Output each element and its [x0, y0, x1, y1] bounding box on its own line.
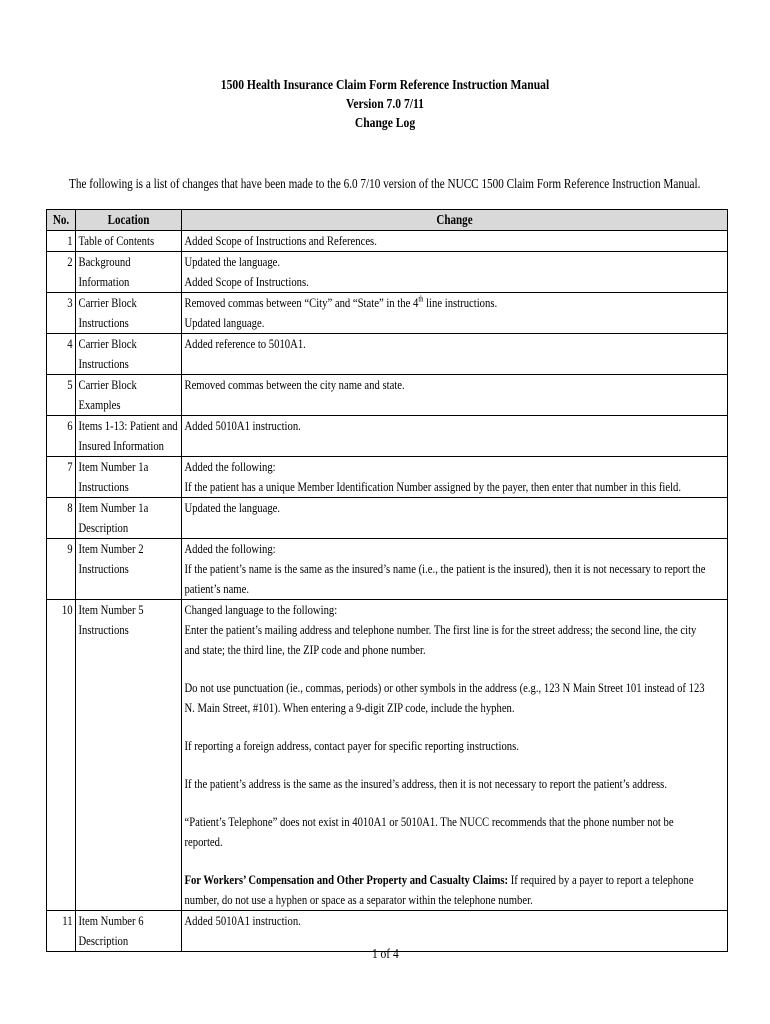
- title-line-3: Change Log: [354, 115, 416, 130]
- row-number: 10: [47, 600, 76, 911]
- row-location: Item Number 5 Instructions: [76, 600, 182, 911]
- row-number: 7: [47, 457, 76, 498]
- row-change: Updated the language.: [182, 498, 728, 539]
- change-log-table: [46, 209, 728, 952]
- row-location: Carrier Block Instructions: [76, 293, 182, 334]
- row-location: Carrier Block Instructions: [76, 334, 182, 375]
- row-location: Carrier Block Examples: [76, 375, 182, 416]
- header-no: No.: [47, 210, 76, 231]
- table-row: [47, 539, 728, 600]
- row-location: Table of Contents: [76, 231, 182, 252]
- row-location: Item Number 1a Instructions: [76, 457, 182, 498]
- table-row: [47, 416, 728, 457]
- table-row: [47, 293, 728, 334]
- title-line-1: 1500 Health Insurance Claim Form Reference Instruction Manual: [220, 77, 550, 92]
- row-number: 5: [47, 375, 76, 416]
- table-row: [47, 457, 728, 498]
- page-number: 1 of 4: [371, 947, 399, 962]
- table-row: [47, 334, 728, 375]
- row-number: 2: [47, 252, 76, 293]
- table-row: [47, 600, 728, 911]
- table-row: [47, 252, 728, 293]
- row-change: Added the following: If the patient has a unique Member Identification Number assigned by the payer, then enter that number in this field.: [182, 457, 728, 498]
- row-number: 9: [47, 539, 76, 600]
- row-number: 8: [47, 498, 76, 539]
- intro-paragraph: The following is a list of changes that have been made to the 6.0 7/10 version of the NUCC 1500 Claim Form Reference Instruction Manual.: [69, 177, 701, 192]
- table-row: [47, 231, 728, 252]
- row-location: Items 1-13: Patient and Insured Information: [76, 416, 182, 457]
- row-location: Item Number 1a Description: [76, 498, 182, 539]
- row-change: Removed commas between “City” and “State” in the 4th line instructions. Updated language.: [182, 293, 728, 334]
- row-location: Item Number 6 Description: [76, 911, 182, 952]
- row-number: 3: [47, 293, 76, 334]
- row-change: Added 5010A1 instruction.: [182, 416, 728, 457]
- document-title: [54, 75, 716, 132]
- header-location: Location: [76, 210, 182, 231]
- row-change: Added Scope of Instructions and References.: [182, 231, 728, 252]
- header-change: Change: [182, 210, 728, 231]
- table-row: [47, 498, 728, 539]
- row-number: 11: [47, 911, 76, 952]
- row-change: Changed language to the following: Enter the patient’s mailing address and telephone number. The first line is for the street address; the second line, the city and state; the third line, the ZIP code and phone number. Do not use punctuation (ie., commas, periods) or other symbols in the address (e.g., 123 N Main Street 101 instead of 123 N. Main Street, #101). When entering a 9-digit ZIP code, include the hyphen. If reporting a foreign address, contact payer for specific reporting instructions. If the patient’s address is the same as the insured’s address, then it is not necessary to report the patient’s address. “Patient’s Telephone” does not exist in 4010A1 or 5010A1. The NUCC recommends that the phone number not be reported. For Workers’ Compensation and Other Property and Casualty Claims: If required by a payer to report a telephone number, do not use a hyphen or space as a separator within the telephone number.: [182, 600, 728, 911]
- row-change: Added the following: If the patient’s name is the same as the insured’s name (i.e., the patient is the insured), then it is not necessary to report the patient’s name.: [182, 539, 728, 600]
- row-change: Added reference to 5010A1.: [182, 334, 728, 375]
- row-location: Background Information: [76, 252, 182, 293]
- row-change: Added 5010A1 instruction.: [182, 911, 728, 952]
- row-change: Removed commas between the city name and state.: [182, 375, 728, 416]
- row-change: Updated the language. Added Scope of Instructions.: [182, 252, 728, 293]
- row-number: 4: [47, 334, 76, 375]
- row-number: 1: [47, 231, 76, 252]
- table-row: [47, 911, 728, 952]
- table-row: [47, 375, 728, 416]
- table-header-row: [47, 210, 728, 231]
- title-line-2: Version 7.0 7/11: [346, 96, 424, 111]
- row-location: Item Number 2 Instructions: [76, 539, 182, 600]
- row-number: 6: [47, 416, 76, 457]
